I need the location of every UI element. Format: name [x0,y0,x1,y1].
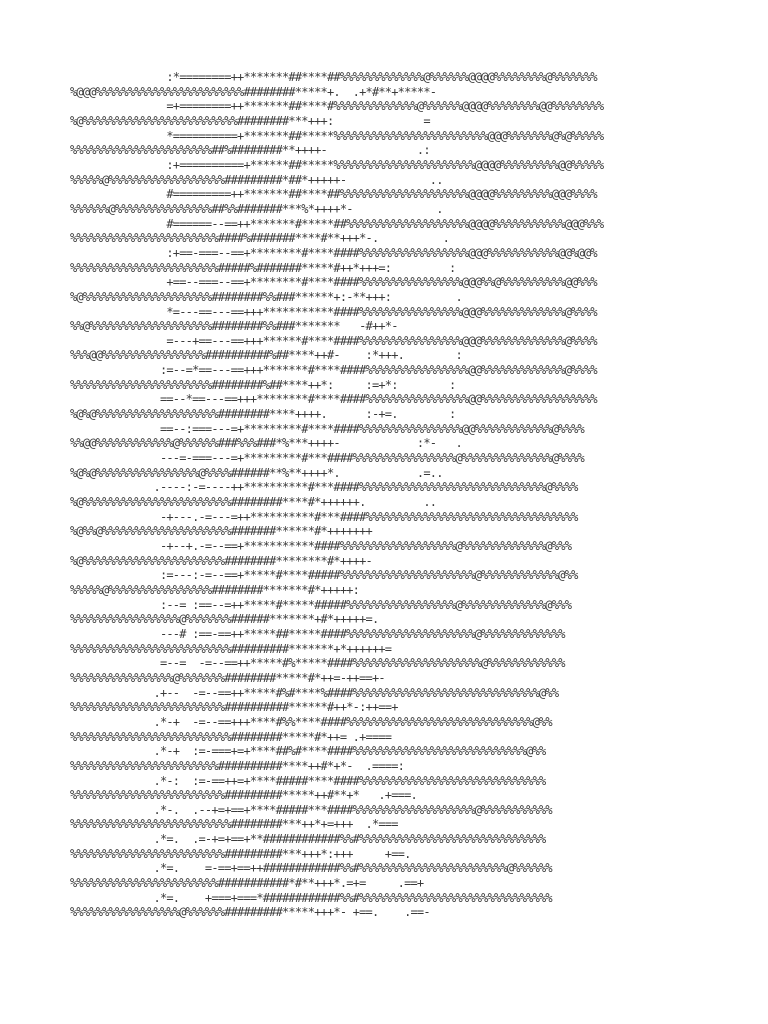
ascii-art-line: %%%%%%%%%%%%%%%%%%%%%%%####%#######****#**+++*-. . [70,231,450,246]
ascii-art-line: *=---==---==+++***********####%%%%%%%%%%%%%%%%@@@%%%%%%%%%%%%%@%%%% [70,304,597,319]
ascii-art-line: .+-- -=--==++*****#%#****%####%%%%%%%%%%%%%%%%%%%%%%%%%%%%%@%% [70,685,559,700]
ascii-art-line: %%%%%%%%%%%%%%%%%@%%%%%%%######*******+#*+++++=. [70,612,379,627]
ascii-art-line: *==========+*******##*****%%%%%%%%%%%%%%%%%%%%%%%%@@@%%%%%%%@%@%%%%% [70,128,604,143]
ascii-art-line: %%%%%%%%%%%%%%%%%@%%%%%%#########*****+++*- +==. .==- [70,905,430,920]
ascii-art-line: %@%%%%%%%%%%%%%%%%%%%%%%%%########***+++: = [70,113,430,128]
ascii-art-line: =---+==---==+++******#****####%%%%%%%%%%%%%%%%@@@%%%%%%%%%%%%%@%%%% [70,333,597,348]
ascii-art-block [70,70,710,920]
ascii-art-line: +==--===--==+********#****####%%%%%%%%%%%%%%%%@@@%%@%%%%%%%%%%@@%%% [70,275,597,290]
ascii-art-line: .*=. .=-+=+==+**############%%#%%%%%%%%%%%%%%%%%%%%%%%%%%%%% [70,832,546,847]
ascii-art-line: %%%%%%%%%%%%%%%%%%%%%%%%#########*****++#**+* .+===. [70,788,417,803]
ascii-art-line: %%%%%%%%%%%%%%%%%%%%%%########%##****++*: :=+*: : [70,377,456,392]
ascii-art-line: #=========++*******##****##%%%%%%%%%%%%%%%%%%%%@@@@%%%%%%%%%@@@%%%% [70,187,597,202]
ascii-art-line: .----:-=----++**********#***####%%%%%%%%%%%%%%%%%%%%%%%%%%%%%@%%%% [70,480,578,495]
ascii-art-line: %@%@%%%%%%%%%%%%%%%%@%%%%######**%**++++*. .=.. [70,465,443,480]
ascii-art-line: %%%%%%@%%%%%%%%%%%%%%%##%%#######***%*++++*- . [70,201,443,216]
ascii-art-line: %%%%%%%%%%%%%%%%%%%%%%%###########*#**+++*.=+= .==+ [70,876,424,891]
ascii-art-line: %%%%%@%%%%%%%%%%%%%%%%########*******#*+++++: [70,582,360,597]
ascii-art-line: ==--*==---==+++********#****####%%%%%%%%%%%%%%%%@@%%%%%%%%%%%%%%%%%% [70,392,597,407]
ascii-art-line: %%%%%%%%%%%%%%%%%%%%%%%#####%#######*****#++*+++=: : [70,260,456,275]
ascii-art-line: .*-. .--+=+==+****#####***####%%%%%%%%%%%%%%%%%%%@%%%%%%%%%%% [70,802,552,817]
ascii-art-line: %%@@%%%%%%%%%%%%@%%%%%%###%%%###*%***++++- :*- . [70,436,462,451]
ascii-art-line: -+--+.-=--==+***********####%%%%%%%%%%%%%%%%%%@%%%%%%%%%%%%%@%%% [70,539,572,553]
ascii-art-line: %%%%%%%%%%%%%%%%%%%%%%%%%########*****#*++= .+==== [70,729,392,744]
ascii-art-line: ==--:===---=+*********#****####%%%%%%%%%%%%%%%%@@%%%%%%%%%%%%@%%%% [70,421,584,436]
ascii-art-line: :+==-===--==+********#****####%%%%%%%%%%%%%%%%%@@@%%%%%%%%%%%@@%@@% [70,245,597,260]
ascii-art-line: -+---.-=---=++**********#***####%%%%%%%%%%%%%%%%%%%%%%%%%%%%%%%%% [70,509,578,524]
ascii-art-line: %%%%%%%%%%%%%%%%%%%%%%%%#########***+++*:+++ +==. [70,846,411,861]
ascii-art-line: %@%@%%%%%%%%%%%%%%%%%%%########****++++. :-+=. : [70,407,456,422]
ascii-art-line: =+========++*******##****#%%%%%%%%%%%%%@%%%%%%@@@@%%%%%%%%@@%%%%%%%% [70,99,604,114]
ascii-art-line: %@@@%%%%%%%%%%%%%%%%%%%%%%%########*****+. .+*#**+*****- [70,84,437,99]
ascii-art-line: %%%%%@%%%%%%%%%%%%%%%%%%#########*##*+++++- .. [70,172,443,187]
ascii-art-line: :--= :==--=++*****#*****#####%%%%%%%%%%%%%%%%%@%%%%%%%%%%%%%@%%% [70,597,572,612]
ascii-art-line: :=---:-=--==+*****#****#####%%%%%%%%%%%%%%%%%%%%%@%%%%%%%%%%%%@%% [70,568,578,583]
ascii-art-line: %%%%%%%%%%%%%%%%%%%%%%%%%########***++*+=+++ .*=== [70,817,398,832]
ascii-art-line: %%@%%%%%%%%%%%%%%%%%%%########%%###******* -#++*- [70,319,398,334]
ascii-art-line: #======--==++*******#*****##%%%%%%%%%%%%%%%%%%%@@@@%%%%%%%%%%%@@@%%% [70,216,604,231]
ascii-art-line: %@%%%%%%%%%%%%%%%%%%%%########%%###******+:-**+++: . [70,289,462,304]
ascii-art-line: ---=-===---=+*********#***####%%%%%%%%%%%%%%%%@%%%%%%%%%%%%%%@%%%% [70,451,584,466]
ascii-art-line: .*-+ :=-===+=+****##%#****####%%%%%%%%%%%%%%%%%%%%%%%%%%%@%% [70,744,546,759]
ascii-art-line: %@%%@%%%%%%%%%%%%%%%%%%%%#######******#*+++++++ [70,524,372,539]
ascii-art-line: %%%%%%%%%%%%%%%%%%%%%%##%########**++++- .: [70,143,430,158]
ascii-art-line: .*-+ -=--==+++****#%%****####%%%%%%%%%%%%%%%%%%%%%%%%%%%%%@%% [70,714,552,729]
ascii-art-line: %%%%%%%%%%%%%%%%@%%%%%%%########*****#*++=-++==+- [70,670,385,685]
ascii-art-line: :+==========+******##*****%%%%%%%%%%%%%%%%%%%%%%@@@@%%%%%%%%%@@%%%%% [70,157,604,172]
ascii-art-line: %@%%%%%%%%%%%%%%%%%%%%%%########********#*++++- [70,553,372,568]
ascii-art-line: =--= -=--==++*****#%*****####%%%%%%%%%%%%%%%%%%%%@%%%%%%%%%%%% [70,656,565,671]
ascii-art-line: .*=. +===+===*############%%#%%%%%%%%%%%%%%%%%%%%%%%%%%%%%% [70,890,552,905]
ascii-art-line: %%%%%%%%%%%%%%%%%%%%%%%%##########******#++*-:++==+ [70,700,398,715]
ascii-art-line: %@%%%%%%%%%%%%%%%%%%%%%%%########****#*++++++. .. [70,495,437,510]
ascii-art-line: %%%%%%%%%%%%%%%%%%%%%%%%%#########*******+*++++++= [70,641,392,656]
ascii-art-line: .*=. =-==+==++############%%#%%%%%%%%%%%%%%%%%%%%%%%@%%%%%% [70,861,552,876]
ascii-art-line: %%%%%%%%%%%%%%%%%%%%%%%##########****++#*+*- .====: [70,758,405,773]
ascii-art-line: ---# :==-==++*****##*****####%%%%%%%%%%%%%%%%%%%%@%%%%%%%%%%%%% [70,626,565,641]
ascii-art-line: :*========++*******##****##%%%%%%%%%%%%%@%%%%%%@@@@%%%%%%%%@%%%%%%% [70,70,597,84]
ascii-art-line: .*-: :=-==++=+****#####****####%%%%%%%%%%%%%%%%%%%%%%%%%%%%% [70,773,546,788]
ascii-art-line: %%%@@%%%%%%%%%%%%%%%%##########%##****++#- :*+++. : [70,348,462,363]
ascii-art-line: :=--=*==---==+++*******#****####%%%%%%%%%%%%%%%%@@%%%%%%%%%%%%%@%%%% [70,363,597,378]
